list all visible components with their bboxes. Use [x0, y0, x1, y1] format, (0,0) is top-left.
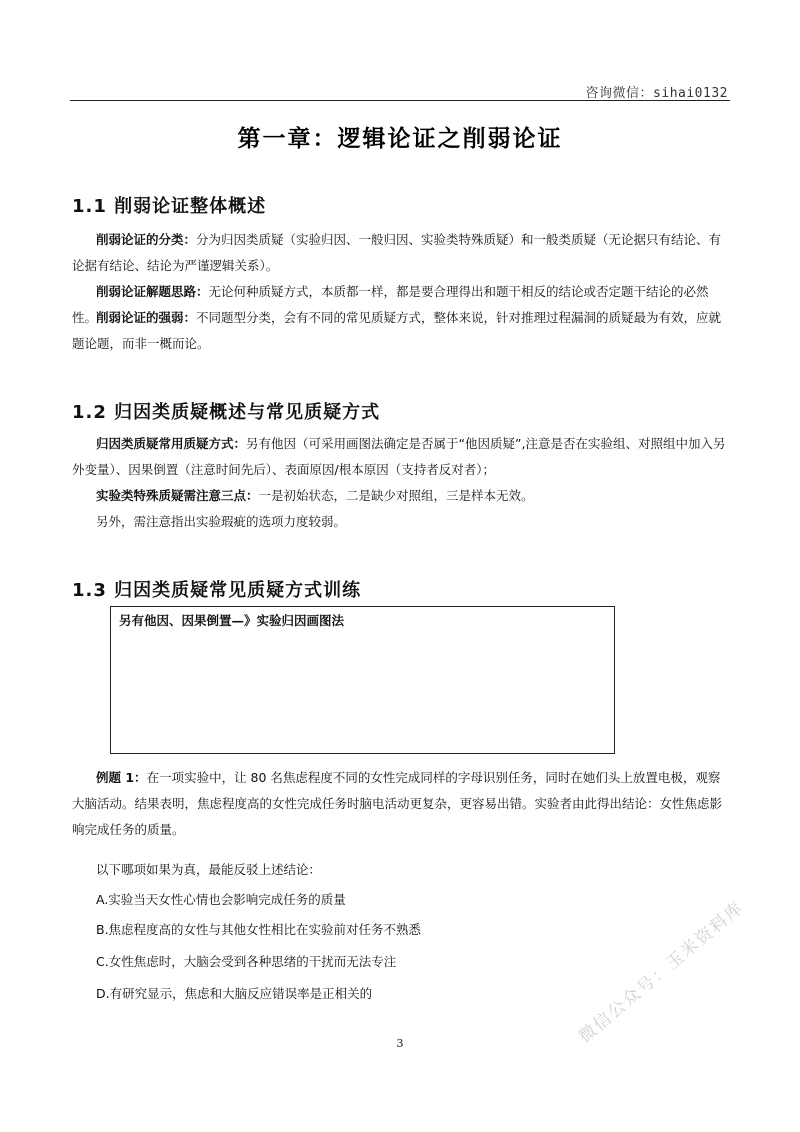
paragraph-common-methods: [72, 431, 730, 483]
diagram-box-title: 另有他因、因果倒置—》实验归因画图法: [119, 613, 345, 628]
section-title-1-1: 1.1 削弱论证整体概述: [72, 196, 267, 217]
paragraph-note: [72, 509, 730, 535]
option-d: D.有研究显示，焦虑和大脑反应错误率是正相关的: [96, 986, 373, 1001]
section-title-1-3: 1.3 归因类质疑常见质疑方式训练: [72, 580, 362, 601]
page-number: 3: [396, 1037, 404, 1050]
chapter-title: 第一章：逻辑论证之削弱论证: [237, 126, 563, 152]
example-question: [72, 765, 730, 843]
paragraph-text: 另外，需注意指出实验瑕疵的选项力度较弱。: [96, 514, 347, 529]
option-c: C.女性焦虑时，大脑会受到各种思绪的干扰而无法专注: [96, 954, 397, 969]
diagram-box: [110, 606, 615, 754]
paragraph-text: 另有他因（可采用画图法确定是否属于“他因质疑”,注意是否在实验组、对照组中加入另外变量）、因果倒置（注意时间先后）、表面原因/根本原因（支持者反对者）；: [72, 436, 726, 477]
question-prompt: 以下哪项如果为真，最能反驳上述结论：: [96, 862, 322, 877]
header-contact: 咨询微信：sihai0132: [585, 86, 728, 101]
paragraph-strength: [72, 305, 730, 357]
paragraph-label: 实验类特殊质疑需注意三点：: [96, 488, 259, 503]
paragraph-label: 削弱论证的分类：: [96, 232, 197, 247]
paragraph-label: 归因类质疑常用质疑方式：: [96, 436, 247, 451]
paragraph-experiment-points: [72, 483, 730, 509]
example-label: 例题 1：: [96, 770, 147, 785]
example-text: 在一项实验中，让 80 名焦虑程度不同的女性完成同样的字母识别任务，同时在她们头上放置电极，观察大脑活动。结果表明，焦虑程度高的女性完成任务时脑电活动更复杂，更容易出错。实验者由此得出结论：女性焦虑影响完成任务的质量。: [72, 770, 723, 837]
header-divider: [70, 100, 730, 101]
paragraph-text: 分为归因类质疑（实验归因、一般归因、实验类特殊质疑）和一般类质疑（无论据只有结论、有论据有结论、结论为严谨逻辑关系）。: [72, 232, 722, 273]
paragraph-text: 无论何种质疑方式，本质都一样，都是要合理得出和题干相反的结论或否定题干结论的必然性。: [72, 284, 709, 325]
paragraph-label: 削弱论证的强弱：: [96, 310, 197, 325]
watermark: 微信公众号：玉米资料库: [575, 897, 749, 1048]
paragraph-text: 不同题型分类，会有不同的常见质疑方式，整体来说，针对推理过程漏洞的质疑最为有效，应就题论题，而非一概而论。: [72, 310, 722, 351]
section-title-1-2: 1.2 归因类质疑概述与常见质疑方式: [72, 402, 381, 423]
paragraph-label: 削弱论证解题思路：: [96, 284, 209, 299]
option-a: A.实验当天女性心情也会影响完成任务的质量: [96, 892, 346, 907]
paragraph-weaken-classification: [72, 227, 730, 279]
paragraph-text: 一是初始状态，二是缺少对照组，三是样本无效。: [258, 488, 534, 503]
option-b: B.焦虑程度高的女性与其他女性相比在实验前对任务不熟悉: [96, 922, 422, 937]
